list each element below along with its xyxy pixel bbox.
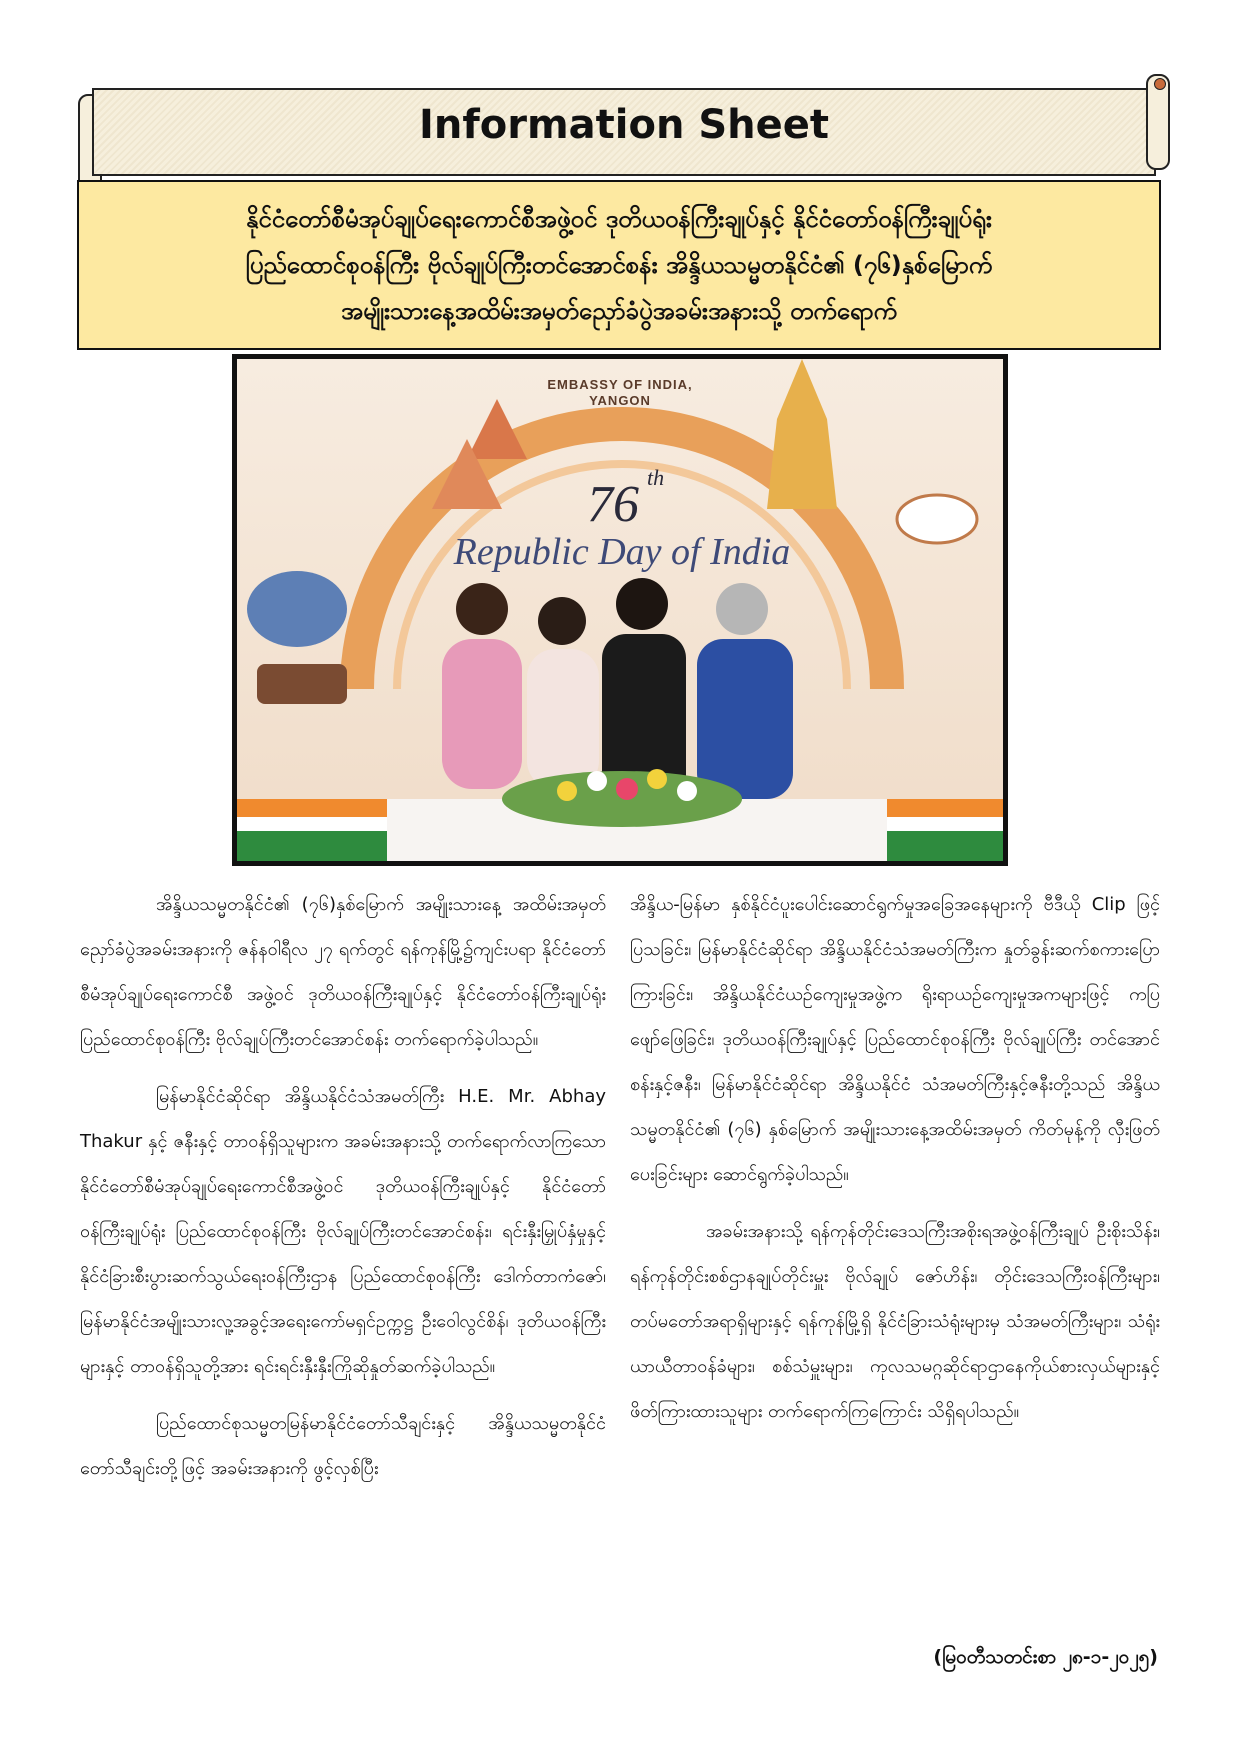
headline-line-1: နိုင်ငံတော်စီမံအုပ်ချုပ်ရေးကောင်စီအဖွဲ့ဝင် ဒုတိယဝန်ကြီးချုပ်နှင့် နိုင်ငံတော်ဝန်ကြီးချုပ်ရုံး [246, 205, 992, 233]
article-left-column [80, 882, 606, 1491]
headline-line-3: အမျိုးသားနေ့အထိမ်းအမှတ်ညှော်ခံပွဲအခမ်းအနားသို့ တက်ရောက် [341, 297, 897, 325]
headline-box [77, 180, 1161, 350]
title-banner [78, 88, 1170, 176]
article-paragraph: အိန္ဒိယ-မြန်မာ နှစ်နိုင်ငံပူးပေါင်းဆောင်ရွက်မှုအခြေအနေများကို ဗီဒီယို Clip ဖြင့် ပြသခြင်း၊ မြန်မာနိုင်ငံဆိုင်ရာ အိန္ဒိယနိုင်ငံသံအမတ်ကြီးက နှုတ်ခွန်းဆက်စကားပြောကြားခြင်း၊ အိန္ဒိယနိုင်ငံယဉ်ကျေးမှုအဖွဲ့က ရိုးရာယဉ်ကျေးမှုအကများဖြင့် ကပြဖျော်ဖြေခြင်း၊ ဒုတိယဝန်ကြီးချုပ်နှင့် ပြည်ထောင်စုဝန်ကြီး ဗိုလ်ချုပ်ကြီး တင်အောင်စန်းနှင့်ဇနီး၊ မြန်မာနိုင်ငံဆိုင်ရာ အိန္ဒိယနိုင်ငံ သံအမတ်ကြီးနှင့်ဇနီးတို့သည် အိန္ဒိယသမ္မတနိုင်ငံ၏ (၇၆) နှစ်မြောက် အမျိုးသားနေ့အထိမ်းအမှတ် ကိတ်မုန့်ကို လှီးဖြတ်ပေးခြင်းများ ဆောင်ရွက်ခဲ့ပါသည်။ [630, 894, 1160, 1185]
event-photo [232, 354, 1008, 866]
source-signature: (မြဝတီသတင်းစာ ၂၈-၁-၂၀၂၅) [933, 1646, 1158, 1668]
photo-ordinal: th [647, 465, 665, 490]
photo-event-title: Republic Day of India [453, 531, 791, 573]
photo-embassy-line1: EMBASSY OF INDIA, [547, 377, 693, 392]
photo-76: 76 [587, 476, 639, 533]
photo-illustration [237, 359, 1003, 861]
page-title: Information Sheet [418, 102, 830, 148]
photo-embassy-line2: YANGON [589, 393, 651, 408]
article-paragraph: အိန္ဒိယသမ္မတနိုင်ငံ၏ (၇၆)နှစ်မြောက် အမျိုးသားနေ့ အထိမ်းအမှတ်ညှော်ခံပွဲအခမ်းအနားကို ဇန်နဝါရီလ ၂၇ ရက်တွင် ရန်ကုန်မြို့၌ကျင်းပရာ နိုင်ငံတော်စီမံအုပ်ချုပ်ရေးကောင်စီ အဖွဲ့ဝင် ဒုတိယဝန်ကြီးချုပ်နှင့် နိုင်ငံတော်ဝန်ကြီးချုပ်ရုံး ပြည်ထောင်စုဝန်ကြီး ဗိုလ်ချုပ်ကြီးတင်အောင်စန်း တက်ရောက်ခဲ့ပါသည်။ [80, 894, 606, 1050]
headline-line-2: ပြည်ထောင်စုဝန်ကြီး ဗိုလ်ချုပ်ကြီးတင်အောင်စန်း အိန္ဒိယသမ္မတနိုင်ငံ၏ (၇၆)နှစ်မြောက် [245, 251, 993, 279]
article-paragraph: မြန်မာနိုင်ငံဆိုင်ရာ အိန္ဒိယနိုင်ငံသံအမတ်ကြီး H.E. Mr. Abhay Thakur နှင့် ဇနီးနှင့် တာဝန်ရှိသူများက အခမ်းအနားသို့ တက်ရောက်လာကြသောနိုင်ငံတော်စီမံအုပ်ချုပ်ရေးကောင်စီအဖွဲ့ဝင် ဒုတိယဝန်ကြီးချုပ်နှင့် နိုင်ငံတော်ဝန်ကြီးချုပ်ရုံး ပြည်ထောင်စုဝန်ကြီး ဗိုလ်ချုပ်ကြီးတင်အောင်စန်း၊ ရင်းနှီးမြှုပ်နှံမှုနှင့် နိုင်ငံခြားစီးပွားဆက်သွယ်ရေးဝန်ကြီးဌာန ပြည်ထောင်စုဝန်ကြီး ဒေါက်တာကံဇော်၊ မြန်မာနိုင်ငံအမျိုးသားလူ့အခွင့်အရေးကော်မရှင်ဥက္ကဋ္ဌ ဦးဝေါလွင်စိန်၊ ဒုတိယဝန်ကြီးများနှင့် တာဝန်ရှိသူတို့အား ရင်းရင်းနှီးနှီးကြိုဆိုနှုတ်ဆက်ခဲ့ပါသည်။ [80, 1086, 606, 1377]
article-right-column [630, 882, 1160, 1434]
article-paragraph: အခမ်းအနားသို့ ရန်ကုန်တိုင်းဒေသကြီးအစိုးရအဖွဲ့ဝန်ကြီးချုပ် ဦးစိုးသိန်း၊ ရန်ကုန်တိုင်းစစ်ဌာနချုပ်တိုင်းမှူး ဗိုလ်ချုပ် ဇော်ဟိန်း၊ တိုင်းဒေသကြီးဝန်ကြီးများ၊ တပ်မတော်အရာရှိများနှင့် ရန်ကုန်မြို့ရှိ နိုင်ငံခြားသံရုံးများမှ သံအမတ်ကြီးများ၊ သံရုံးယာယီတာဝန်ခံများ၊ စစ်သံမှူးများ၊ ကုလသမဂ္ဂဆိုင်ရာဌာနေကိုယ်စားလှယ်များနှင့် ဖိတ်ကြားထားသူများ တက်ရောက်ကြကြောင်း သိရှိရပါသည်။ [630, 1221, 1160, 1422]
article-paragraph: ပြည်ထောင်စုသမ္မတမြန်မာနိုင်ငံတော်သီချင်းနှင့် အိန္ဒိယသမ္မတနိုင်ငံတော်သီချင်းတို့ဖြင့် အခမ်းအနားကို ဖွင့်လှစ်ပြီး [80, 1413, 606, 1479]
scroll-ornament [1154, 78, 1166, 90]
